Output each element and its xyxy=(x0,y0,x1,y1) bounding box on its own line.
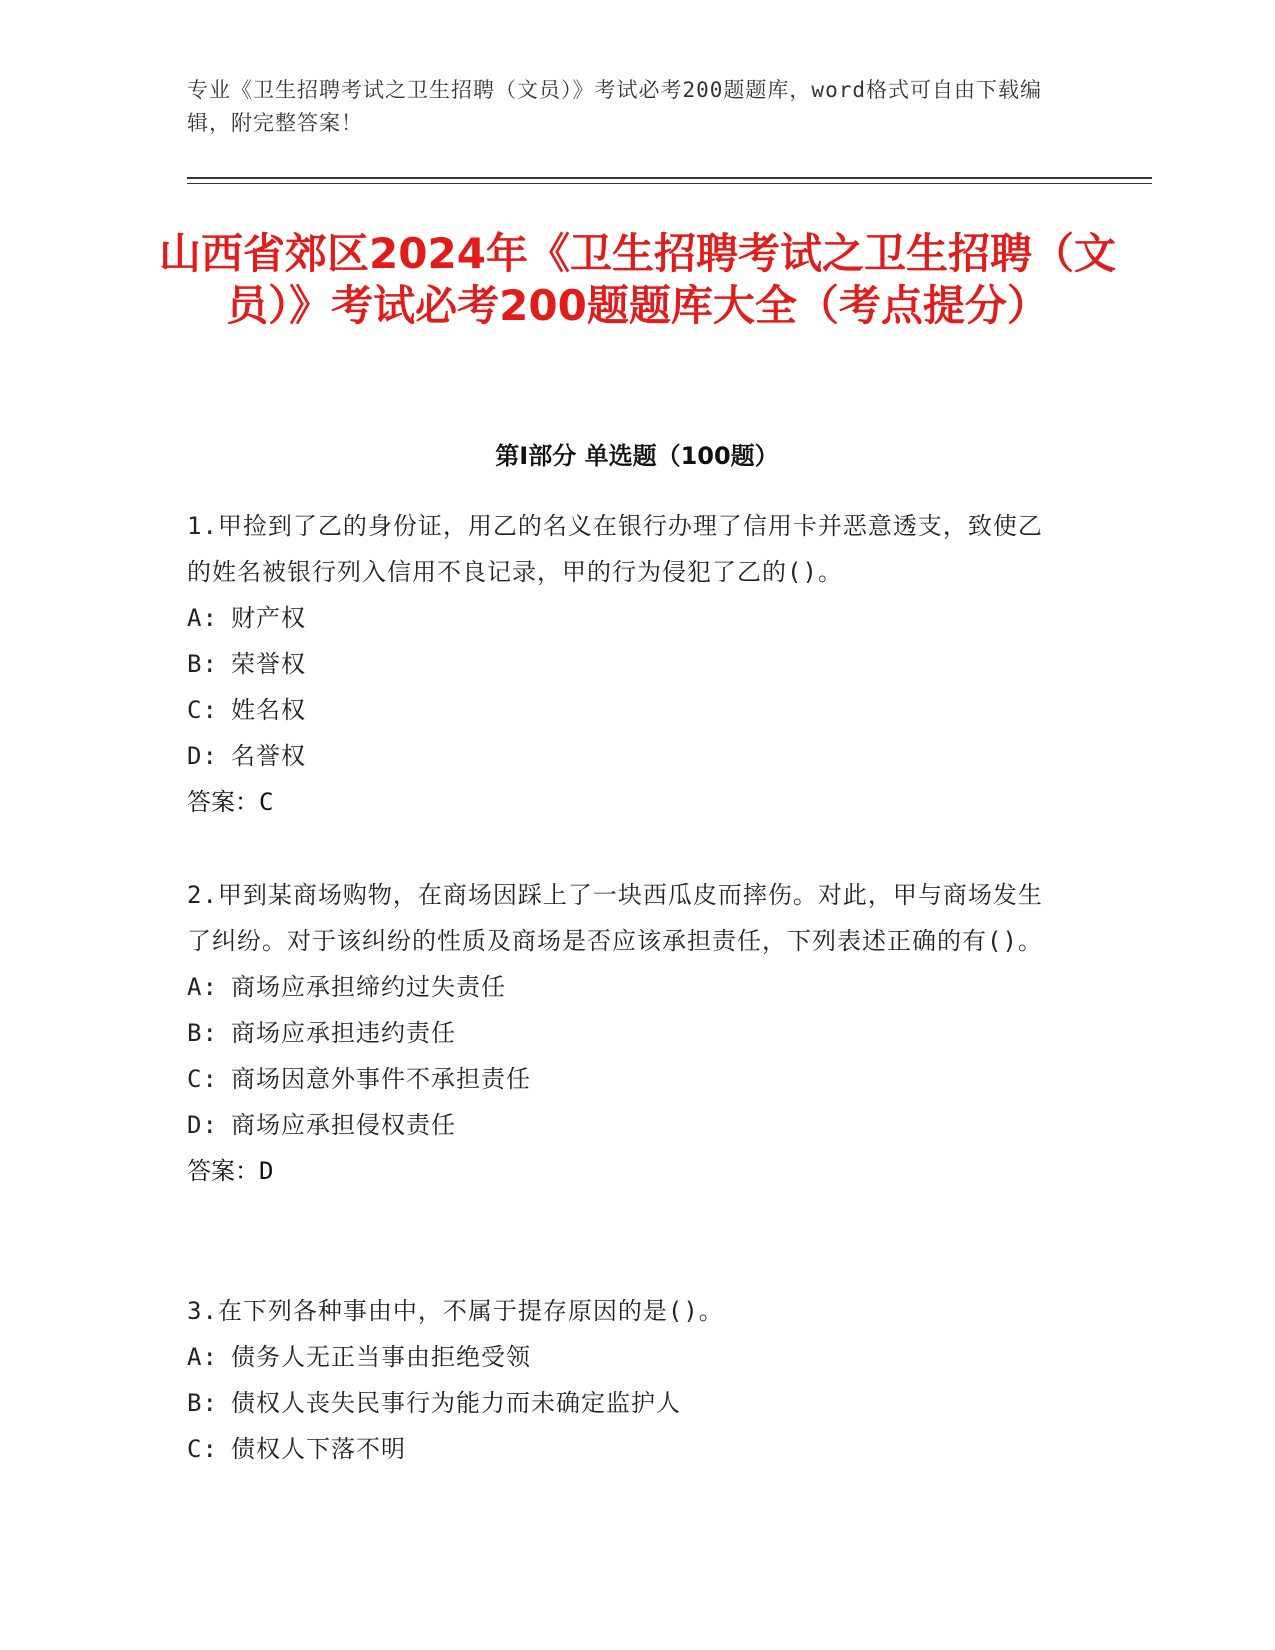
option-b xyxy=(187,641,1067,687)
option-text: 姓名权 xyxy=(231,696,306,724)
answer-value: D xyxy=(259,1157,274,1185)
header-note: 专业《卫生招聘考试之卫生招聘（文员）》考试必考200题题库，word格式可自由下载编辑，附完整答案！ xyxy=(187,78,1042,135)
option-text: 商场应承担侵权责任 xyxy=(231,1111,456,1139)
header-divider-thin xyxy=(187,183,1152,184)
header-divider-thick xyxy=(187,177,1152,179)
section-title: 第Ⅰ部分 单选题（100题） xyxy=(495,442,779,470)
answer-label: 答案： xyxy=(187,1157,259,1185)
option-text: 名誉权 xyxy=(231,742,306,770)
question-stem: 3.在下列各种事由中，不属于提存原因的是()。 xyxy=(187,1297,724,1325)
option-text: 商场应承担缔约过失责任 xyxy=(231,973,506,1001)
option-letter: B: xyxy=(187,1389,218,1417)
option-a xyxy=(187,964,1067,1010)
answer-label: 答案： xyxy=(187,788,259,816)
question-2 xyxy=(187,872,1067,1194)
option-letter: B: xyxy=(187,650,218,678)
answer-line xyxy=(187,779,1067,825)
option-letter: C: xyxy=(187,1065,218,1093)
option-text: 财产权 xyxy=(231,604,306,632)
option-c xyxy=(187,1056,1067,1102)
document-title: 山西省郊区2024年《卫生招聘考试之卫生招聘（文员）》考试必考200题题库大全（考点提分） xyxy=(159,229,1116,330)
option-b xyxy=(187,1380,1067,1426)
option-letter: C: xyxy=(187,696,218,724)
option-a xyxy=(187,595,1067,641)
option-c xyxy=(187,1426,1067,1472)
option-letter: C: xyxy=(187,1435,218,1463)
option-letter: A: xyxy=(187,973,218,1001)
question-3 xyxy=(187,1288,1067,1472)
option-d xyxy=(187,733,1067,779)
option-text: 商场应承担违约责任 xyxy=(231,1019,456,1047)
option-letter: B: xyxy=(187,1019,218,1047)
option-text: 债权人丧失民事行为能力而未确定监护人 xyxy=(231,1389,681,1417)
option-letter: A: xyxy=(187,1343,218,1371)
option-letter: A: xyxy=(187,604,218,632)
option-a xyxy=(187,1334,1067,1380)
option-letter: D: xyxy=(187,1111,218,1139)
answer-line xyxy=(187,1148,1067,1194)
option-letter: D: xyxy=(187,742,218,770)
option-text: 债务人无正当事由拒绝受领 xyxy=(231,1343,531,1371)
option-d xyxy=(187,1102,1067,1148)
option-text: 债权人下落不明 xyxy=(231,1435,406,1463)
option-text: 商场因意外事件不承担责任 xyxy=(231,1065,531,1093)
option-text: 荣誉权 xyxy=(231,650,306,678)
question-stem: 1.甲捡到了乙的身份证，用乙的名义在银行办理了信用卡并恶意透支，致使乙的姓名被银行列入信用不良记录，甲的行为侵犯了乙的()。 xyxy=(187,512,1043,586)
answer-value: C xyxy=(259,788,274,816)
option-b xyxy=(187,1010,1067,1056)
option-c xyxy=(187,687,1067,733)
question-stem: 2.甲到某商场购物，在商场因踩上了一块西瓜皮而摔伤。对此，甲与商场发生了纠纷。对于该纠纷的性质及商场是否应该承担责任，下列表述正确的有()。 xyxy=(187,881,1043,955)
question-1 xyxy=(187,503,1067,825)
